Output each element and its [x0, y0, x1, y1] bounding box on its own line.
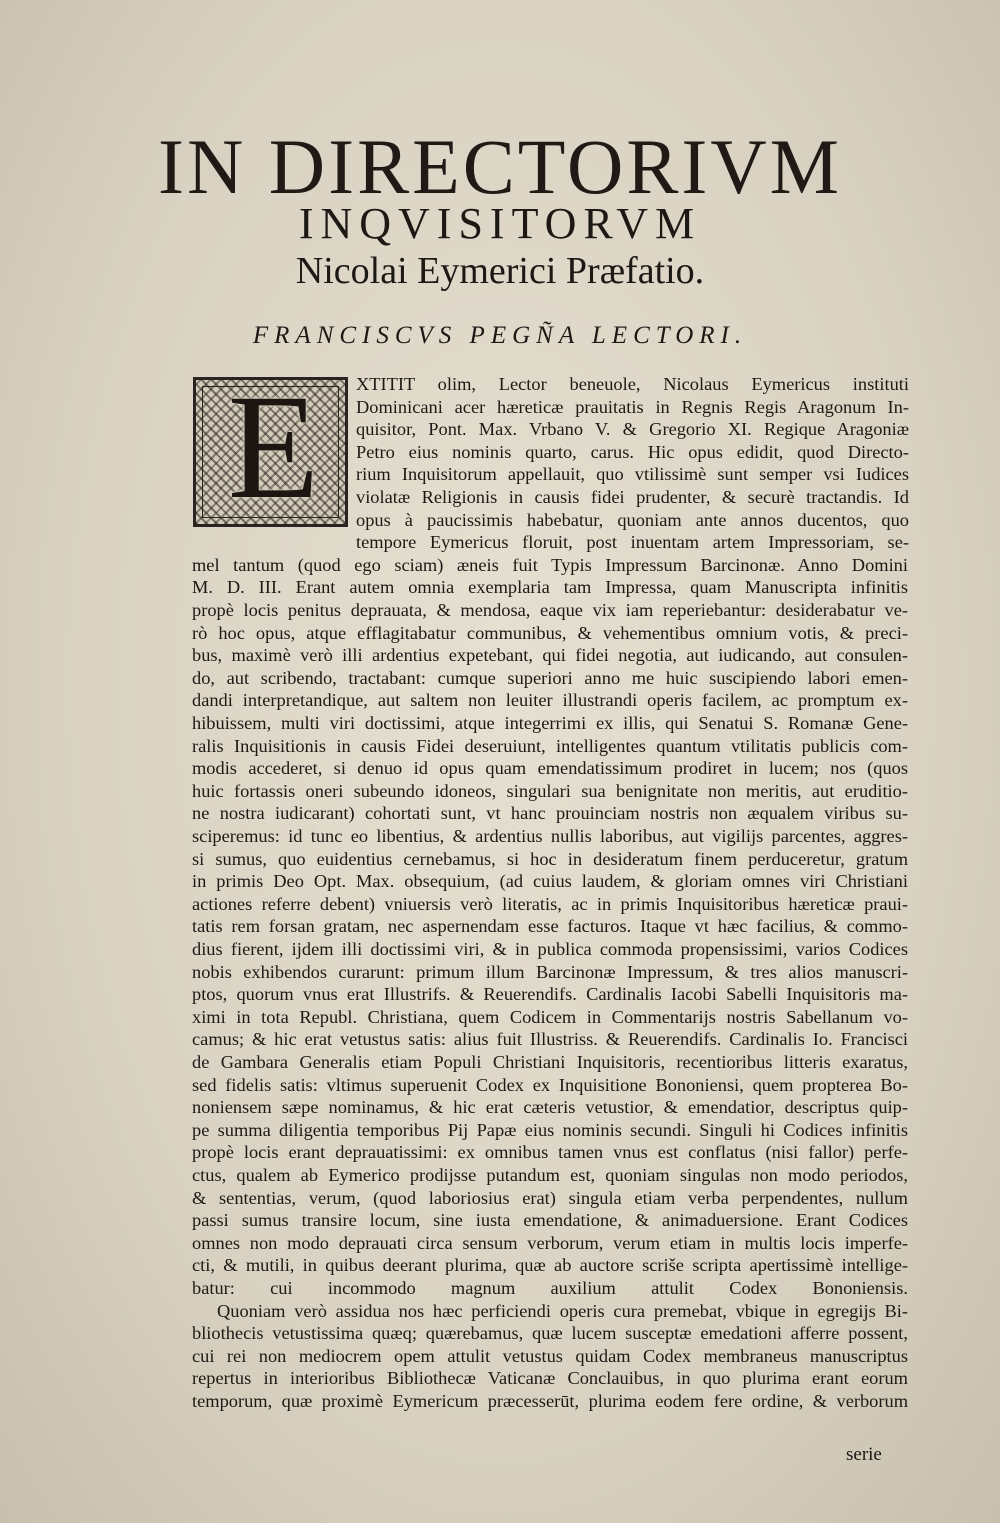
heading-line-3: Nicolai Eymerici Præfatio. — [295, 250, 705, 292]
text-line: batur: cui incommodo magnum auxilium attulit Codex Bononiensis. — [192, 1278, 908, 1298]
text-line: ptos, quorum vnus erat Illustrifs. & Reuerendifs. Cardinalis Iacobi Sabelli Inquisitoris ma- — [192, 984, 908, 1005]
text-line: mel tantum (quod ego sciam) æneis fuit Typis Impressum Barcinonæ. Anno Domini — [192, 554, 908, 575]
text-line: passi sumus transire locum, sine iusta emendatione, & animaduersione. Erant Codices — [192, 1210, 908, 1231]
text-line: nobis exhibendos curarunt: primum illum Barcinonæ Impressum, & tres alios manuscri- — [192, 961, 908, 982]
initial-letter: E — [227, 377, 320, 527]
text-line: cti, & mutili, in quibus deerant plurima, quæ ab auctore scriše scripta apertissimè intellige- — [192, 1255, 908, 1276]
text-line: propè locis erant deprauatissimi: ex omnibus tamen vnus est conflatus (nisi fallor) perfe- — [192, 1142, 908, 1163]
text-line: sciperemus: id tunc eo libentius, & ardentius nullis laboribus, aut vigilijs parcentes, aggres- — [192, 826, 908, 846]
heading-line-2: INQVISITORVM — [298, 199, 702, 248]
text-line: hibuissem, multi viri doctissimi, atque integerrimi ex illis, qui Senatui S. Romanæ Gene- — [192, 713, 908, 733]
text-line: Petro eius nominis quarto, carus. Hic opus edidit, quod Directo- — [356, 441, 909, 462]
text-line: bus, maximè verò illi ardentius expetebant, qui fidei negotia, aut iudicando, aut consulen- — [192, 645, 908, 666]
text-line: pe summa diligentia temporibus Pij Papæ eius nominis secundi. Singuli hi Codices infinitis — [192, 1119, 908, 1140]
text-line: rò hoc opus, atque efflagitabatur communibus, & vehementibus omnium votis, & preci- — [192, 622, 908, 643]
text-line: quisitor, Pont. Max. Vrbano V. & Gregorio XI. Regique Aragoniæ — [356, 419, 909, 440]
text-line: rium Inquisitorum appellauit, quo vtilissimè sunt semper vsi Iudices — [356, 464, 909, 485]
text-line: in primis Deo Opt. Max. obsequium, (ad cuius laudem, & gloriam omnes viri Christiani — [192, 871, 908, 892]
text-line: dius fierent, ijdem illi doctissimi viri, & in publica commoda propensissimi, varios Codices — [192, 939, 908, 959]
text-line: tempore Eymericus floruit, post inuentam artem Impressoriam, se- — [356, 532, 909, 553]
text-line: M. D. III. Erant autem omnia exemplaria tam Impressa, quam Manuscripta infinitis — [192, 577, 908, 598]
text-line: si sumus, quo euidentius cernebamus, si hoc in desideratum finem perduceretur, gratum — [192, 848, 908, 869]
decorated-initial — [193, 377, 348, 527]
text-line: camus; & hic erat vetustus satis: alius fuit Illustriss. & Reuerendifs. Cardinalis Io. Francisci — [192, 1029, 908, 1050]
text-line: temporum, quæ proximè Eymericum præcesserūt, plurima eodem fere ordine, & verborum — [192, 1391, 908, 1411]
text-line: repertus in interioribus Bibliothecæ Vaticanæ Conclauibus, in quo plurima erant eorum — [192, 1368, 908, 1389]
text-line: propè locis penitus deprauata, & mendosa, eaque vix iam reperiebantur: desiderabatur ve- — [192, 600, 908, 620]
catchword: serie — [846, 1444, 882, 1465]
text-line: violatæ Religionis in causis fidei prudenter, & securè tractandis. Id — [356, 487, 909, 507]
text-line: huic fortassis oneri subeundo idoneos, singulari sua benignitate non meritis, aut eruditio- — [192, 780, 908, 801]
text-line: noniensem sæpe nominamus, & hic erat cæteris vetustior, & emendatior, descriptus quip- — [192, 1097, 908, 1118]
text-line: sed fidelis satis: vltimus superuenit Codex ex Inquisitione Bononiensi, quem propterea Bo- — [192, 1074, 908, 1095]
text-line: Dominicani acer hæreticæ prauitatis in Regnis Regis Aragonum In- — [356, 396, 909, 417]
text-line: do, aut scribendo, tractabant: cumque superiori anno me huic suscipiendo labori emen- — [192, 667, 908, 688]
text-line: ne nostra iudicarant) cohortati sunt, vt hanc prouinciam nostris non æqualem viribus su- — [192, 803, 908, 824]
text-line: modis accederet, si denuo id opus quam emendatissimum prodiret in lucem; nos (quos — [192, 758, 908, 779]
text-line: ralis Inquisitionis in causis Fidei deseruiunt, intelligentes quantum vtilitatis publicis com- — [192, 735, 908, 756]
text-line: de Gambara Generalis etiam Populi Christiani Inquisitoris, recentioribus litteris exaratus, — [192, 1052, 908, 1072]
text-line: dandi interpretandique, aut saltem non leuiter illustrandi operis facilem, ac promptum ex- — [192, 690, 908, 711]
text-line: Quoniam verò assidua nos hæc perficiendi operis cura premebat, vbique in egregijs Bi- — [217, 1300, 908, 1321]
heading-line-1: IN DIRECTORIVM — [157, 123, 843, 210]
text-line: tatis rem forsan gratam, nec aspernendam esse facturos. Itaque vt hæc facilius, & commo- — [192, 916, 908, 937]
text-line: bliothecis vetustissima quæq; quærebamus, quæ lucem susceptæ emedationi afferre possent, — [192, 1323, 908, 1344]
text-line: opus à paucissimis habebatur, quoniam ante annos ducentos, quo — [356, 509, 909, 530]
text-line: cui rei non mediocrem opem attulit vetustus quidam Codex membraneus manuscriptus — [192, 1345, 908, 1366]
text-line: ctus, qualem ab Eymerico prodijsse putandum est, quoniam singulas non modo periodos, — [192, 1165, 908, 1185]
text-line: XTITIT olim, Lector beneuole, Nicolaus Eymericus instituti — [356, 374, 909, 394]
heading-line-4: FRANCISCVS PEGÑA LECTORI. — [252, 322, 748, 349]
text-line: ximi in tota Republ. Christiana, quem Codicem in Commentarijs nostris Sabellanum vo- — [192, 1006, 908, 1027]
text-line: actiones referre debent) vniuersis verò literatis, ac in primis Inquisitoribus hæreticæ praui- — [192, 893, 908, 914]
text-line: omnes non modo deprauati circa sensum verborum, verum etiam in multis locis imperfe- — [192, 1232, 908, 1253]
text-line: & sententias, verum, (quod laboriosius erat) singula etiam verba perpendentes, nullum — [192, 1187, 908, 1208]
